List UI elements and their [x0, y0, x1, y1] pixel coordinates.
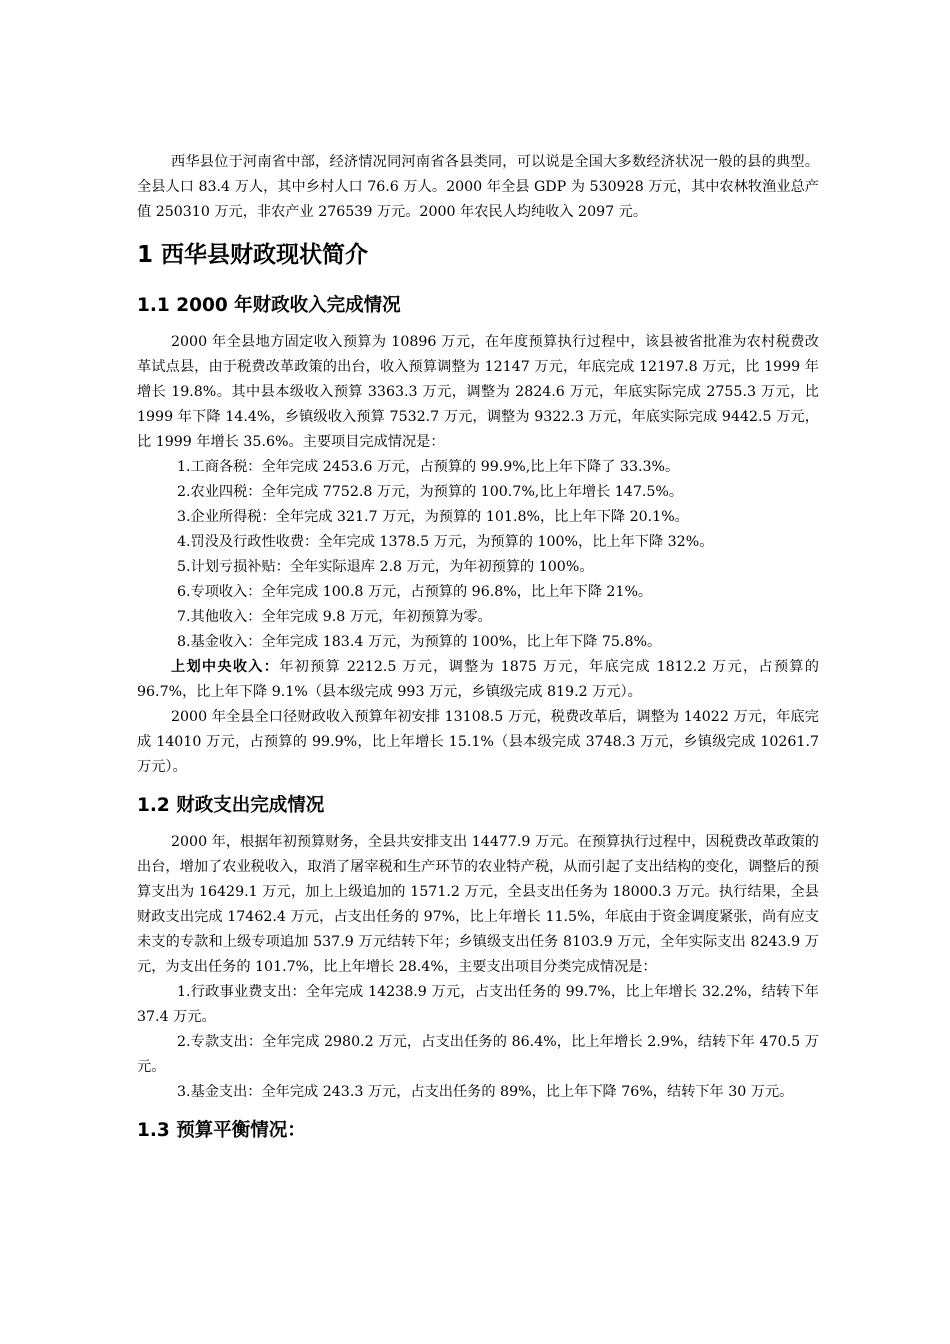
revenue-item: 3.企业所得税：全年完成 321.7 万元，为预算的 101.8%，比上年下降 20.1%。 [177, 509, 689, 525]
revenue-item: 4.罚没及行政性收费：全年完成 1378.5 万元，为预算的 100%，比上年下降 32%。 [177, 534, 714, 550]
section-1-1-heading: 1.1 2000 年财政收入完成情况 [137, 295, 401, 316]
total-revenue-paragraph: 2000 年全县全口径财政收入预算年初安排 13108.5 万元，税费改革后，调整为 14022 万元，年底完成 14010 万元，占预算的 99.9%，比上年增长 15.1%（县本级完成 3748.3 万元，乡镇级完成 10261.7 万元）。 [137, 709, 819, 775]
revenue-item: 6.专项收入：全年完成 100.8 万元，占预算的 96.8%，比上年下降 21%。 [177, 584, 653, 600]
expenditure-paragraph: 2000 年，根据年初预算财务，全县共安排支出 14477.9 万元。在预算执行过程中，因税费改革政策的出台，增加了农业税收入，取消了屠宰税和生产环节的农业特产税，从而引起了支出结构的变化，调整后的预算支出为 16429.1 万元，加上上级追加的 1571.2 万元，全县支出任务为 18000.3 万元。执行结果，全县财政支出完成 17462.4 万元，占支出任务的 97%，比上年增长 11.5%，年底由于资金调度紧张，尚有应支未支的专款和上级专项追加 537.9 万元结转下年；乡镇级支出任务 8103.9 万元，全年实际支出 8243.9 万元，为支出任务的 101.7%，比上年增长 28.4%，主要支出项目分类完成情况是： [137, 834, 819, 975]
revenue-item: 1.工商各税：全年完成 2453.6 万元，占预算的 99.9%,比上年下降了 33.3%。 [177, 459, 680, 475]
revenue-paragraph: 2000 年全县地方固定收入预算为 10896 万元，在年度预算执行过程中，该县被省批准为农村税费改革试点县，由于税费改革政策的出台，收入预算调整为 12147 万元，年底完成 12197.8 万元，比 1999 年增长 19.8%。其中县本级收入预算 3363.3 万元，调整为 2824.6 万元，年底实际完成 2755.3 万元，比 1999 年下降 14.4%，乡镇级收入预算 7532.7 万元，调整为 9322.3 万元，年底实际完成 9442.5 万元，比 1999 年增长 35.6%。主要项目完成情况是： [137, 334, 819, 450]
expenditure-item: 1.行政事业费支出：全年完成 14238.9 万元，占支出任务的 99.7%，比上年增长 32.2%，结转下年 37.4 万元。 [137, 984, 819, 1025]
section-1-heading: 1 西华县财政现状简介 [137, 242, 369, 268]
revenue-item: 8.基金收入：全年完成 183.4 万元，为预算的 100%，比上年下降 75.8%。 [177, 634, 662, 650]
intro-paragraph: 西华县位于河南省中部，经济情况同河南省各县类同，可以说是全国大多数经济状况一般的县的典型。 全县人口 83.4 万人，其中乡村人口 76.6 万人。2000 年全县 GDP 为 530928 万元，其中农林牧渔业总产值 250310 万元，非农产业 276539 万元。2000 年农民人均纯收入 2097 元。 [137, 154, 819, 220]
section-1-3-heading: 1.3 预算平衡情况： [137, 1120, 306, 1141]
revenue-item: 5.计划亏损补贴：全年实际退库 2.8 万元，为年初预算的 100%。 [177, 559, 594, 575]
central-revenue-text: 年初预算 2212.5 万元，调整为 1875 万元，年底完成 1812.2 万元，占预算的 96.7%，比上年下降 9.1%（县本级完成 993 万元，乡镇级完成 819.2 万元）。 [137, 659, 819, 700]
revenue-item: 7.其他收入：全年完成 9.8 万元，年初预算为零。 [177, 609, 492, 625]
expenditure-item: 3.基金支出：全年完成 243.3 万元，占支出任务的 89%，比上年下降 76%，结转下年 30 万元。 [177, 1084, 794, 1100]
expenditure-item: 2.专款支出：全年完成 2980.2 万元，占支出任务的 86.4%，比上年增长 2.9%，结转下年 470.5 万元。 [137, 1034, 819, 1075]
document-body [137, 150, 819, 1155]
central-revenue-paragraph [137, 655, 819, 705]
section-1-2-heading: 1.2 财政支出完成情况 [137, 795, 325, 816]
revenue-item: 2.农业四税：全年完成 7752.8 万元，为预算的 100.7%,比上年增长 147.5%。 [177, 484, 684, 500]
central-revenue-label: 上划中央收入： [171, 659, 280, 675]
